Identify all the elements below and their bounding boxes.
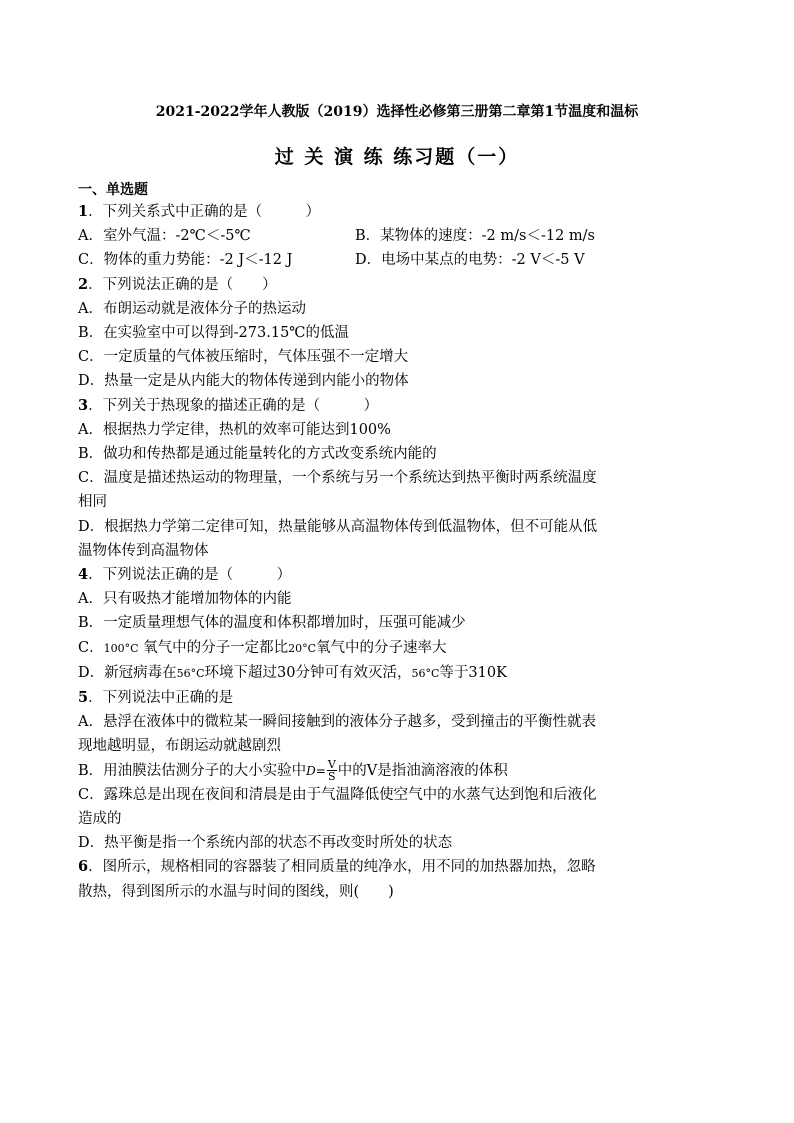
temperature-value: 20°C	[288, 641, 317, 655]
question-number: 5	[78, 689, 89, 707]
question-number: 4	[78, 566, 89, 584]
option-b: B．做功和传热都是通过能量转化的方式改变系统内能的	[78, 446, 437, 463]
question-6-stem-continued: 散热，得到图所示的水温与时间的图线，则( )	[78, 883, 394, 900]
option-c: C．露珠总是出现在夜间和清晨是由于气温降低使空气中的水蒸气达到饱和后液化	[78, 786, 597, 803]
question-number: 3	[78, 396, 89, 414]
question-number: 1	[78, 203, 89, 220]
question-number: 6	[78, 858, 89, 876]
option-a: A．悬浮在液体中的微粒某一瞬间接触到的液体分子越多，受到撞击的平衡性就表	[78, 714, 596, 731]
option-c: C．温度是描述热运动的物理量，一个系统与另一个系统达到热平衡时两系统温度	[78, 470, 597, 487]
option-d-continued: 温物体传到高温物体	[78, 542, 209, 559]
main-title: 过 关 演 练 练习题（一）	[274, 146, 520, 168]
section-heading: 一、单选题	[78, 182, 148, 198]
question-5-stem: 5．下列说法中正确的是	[78, 689, 234, 707]
question-1-stem: 1．下列关系式中正确的是（ ）	[78, 203, 321, 220]
question-4-stem: 4．下列说法正确的是（ ）	[78, 566, 292, 584]
option-a-continued: 现地越明显，布朗运动就越剧烈	[78, 738, 281, 755]
formula-fraction	[327, 759, 337, 782]
question-1-options-ab	[78, 224, 742, 248]
option-b: B．一定质量理想气体的温度和体积都增加时，压强可能减少	[78, 615, 466, 632]
option-d: D．电场中某点的电势：-2 V＜-5 V	[355, 252, 585, 269]
option-d: D．热量一定是从内能大的物体传递到内能小的物体	[78, 373, 409, 390]
question-list	[78, 180, 742, 904]
formula-d-equals: D=	[306, 763, 326, 778]
option-a: A．室外气温：-2℃＜-5℃	[78, 228, 251, 245]
temperature-value: 56°C	[411, 666, 440, 680]
option-d: D．根据热力学第二定律可知，热量能够从高温物体传到低温物体，但不可能从低	[78, 518, 598, 535]
option-a: A．只有吸热才能增加物体的内能	[78, 591, 292, 608]
question-2-stem: 2．下列说法正确的是（ ）	[78, 275, 277, 293]
fraction-numerator: V	[327, 758, 336, 772]
question-1-options-cd	[78, 248, 742, 272]
option-c-continued: 造成的	[78, 811, 122, 828]
option-c: C．一定质量的气体被压缩时，气体压强不一定增大	[78, 349, 409, 366]
option-a: A．布朗运动就是液体分子的热运动	[78, 300, 306, 317]
option-b: B．某物体的速度：-2 m/s＜-12 m/s	[355, 228, 595, 245]
option-d: D．新冠病毒在56°C环境下超过30分钟可有效灭活，56°C等于310K	[78, 664, 507, 681]
option-d: D．热平衡是指一个系统内部的状态不再改变时所处的状态	[78, 835, 453, 852]
option-b: B．在实验室中可以得到-273.15℃的低温	[78, 325, 350, 342]
temperature-value: 56°C	[176, 666, 205, 680]
header-title: 2021-2022学年人教版（2019）选择性必修第三册第二章第1节温度和温标	[155, 104, 639, 120]
question-6-stem: 6．图所示，规格相同的容器装了相同质量的纯净水，用不同的加热器加热，忽略	[78, 858, 596, 876]
option-c: C．100°C 氧气中的分子一定都比20°C氧气中的分子速率大	[78, 639, 447, 656]
question-3-stem: 3．下列关于热现象的描述正确的是（ ）	[78, 396, 379, 414]
option-c: C．物体的重力势能：-2 J＜-12 J	[78, 252, 293, 269]
option-c-continued: 相同	[78, 494, 107, 511]
fraction-denominator: S	[328, 770, 336, 784]
option-a: A．根据热力学定律，热机的效率可能达到100%	[78, 421, 391, 438]
temperature-value: 100°C	[103, 641, 139, 655]
option-b: B．用油膜法估测分子的大小实验中D= $\frac{V}{S}$ 中的V是指油滴溶液的体积	[78, 758, 508, 784]
question-number: 2	[78, 275, 89, 293]
